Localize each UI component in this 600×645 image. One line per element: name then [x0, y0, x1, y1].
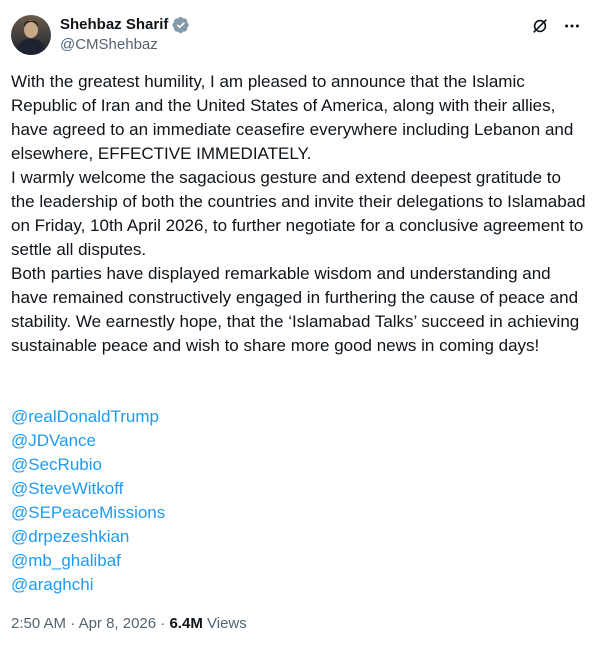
tweet-paragraph: Both parties have displayed remarkable wisdom and understanding and have remained constructively engaged in furthering the cause of peace and stability. We earnestly hope, that the ‘Islamabad Talks’ succeed in achieving sustainable peace and wish to share more good news in coming days!	[11, 264, 580, 355]
tweet-time[interactable]: 2:50 AM	[11, 615, 67, 632]
views-count[interactable]: 6.4M	[169, 615, 203, 632]
author-name-row	[60, 15, 190, 35]
meta-separator: ·	[160, 615, 166, 632]
mention-link[interactable]: @SEPeaceMissions	[11, 503, 166, 522]
tweet-paragraph: With the greatest humility, I am pleased to announce that the Islamic Republic of Iran and the United States of America, along with their allies, have agreed to an immediate ceasefire everywhere including Lebanon and elsewhere, EFFECTIVE IMMEDIATELY.	[11, 72, 574, 163]
mention-link[interactable]: @JDVance	[11, 431, 96, 450]
author-display-name[interactable]: Shehbaz Sharif	[60, 16, 169, 33]
mention-link[interactable]: @SteveWitkoff	[11, 479, 124, 498]
mentions-list	[11, 405, 165, 597]
more-icon[interactable]	[562, 16, 582, 36]
mention-link[interactable]: @realDonaldTrump	[11, 407, 159, 426]
tweet-meta	[11, 614, 247, 634]
author-handle[interactable]: @CMShehbaz	[60, 36, 158, 53]
views-label: Views	[207, 615, 247, 632]
verified-badge-icon[interactable]	[172, 16, 190, 34]
grok-icon[interactable]	[530, 16, 550, 36]
meta-separator: ·	[70, 615, 76, 632]
tweet-text	[11, 70, 589, 358]
mention-link[interactable]: @drpezeshkian	[11, 527, 130, 546]
tweet-actions	[530, 16, 582, 36]
mention-link[interactable]: @mb_ghalibaf	[11, 551, 121, 570]
tweet-date[interactable]: Apr 8, 2026	[78, 615, 157, 632]
mention-link[interactable]: @SecRubio	[11, 455, 102, 474]
mention-link[interactable]: @araghchi	[11, 575, 94, 594]
tweet-paragraph: I warmly welcome the sagacious gesture and extend deepest gratitude to the leadership of both the countries and invite their delegations to Islamabad on Friday, 10th April 2026, to further negotiate for a conclusive agreement to settle all disputes.	[11, 168, 586, 259]
avatar[interactable]	[11, 15, 51, 55]
